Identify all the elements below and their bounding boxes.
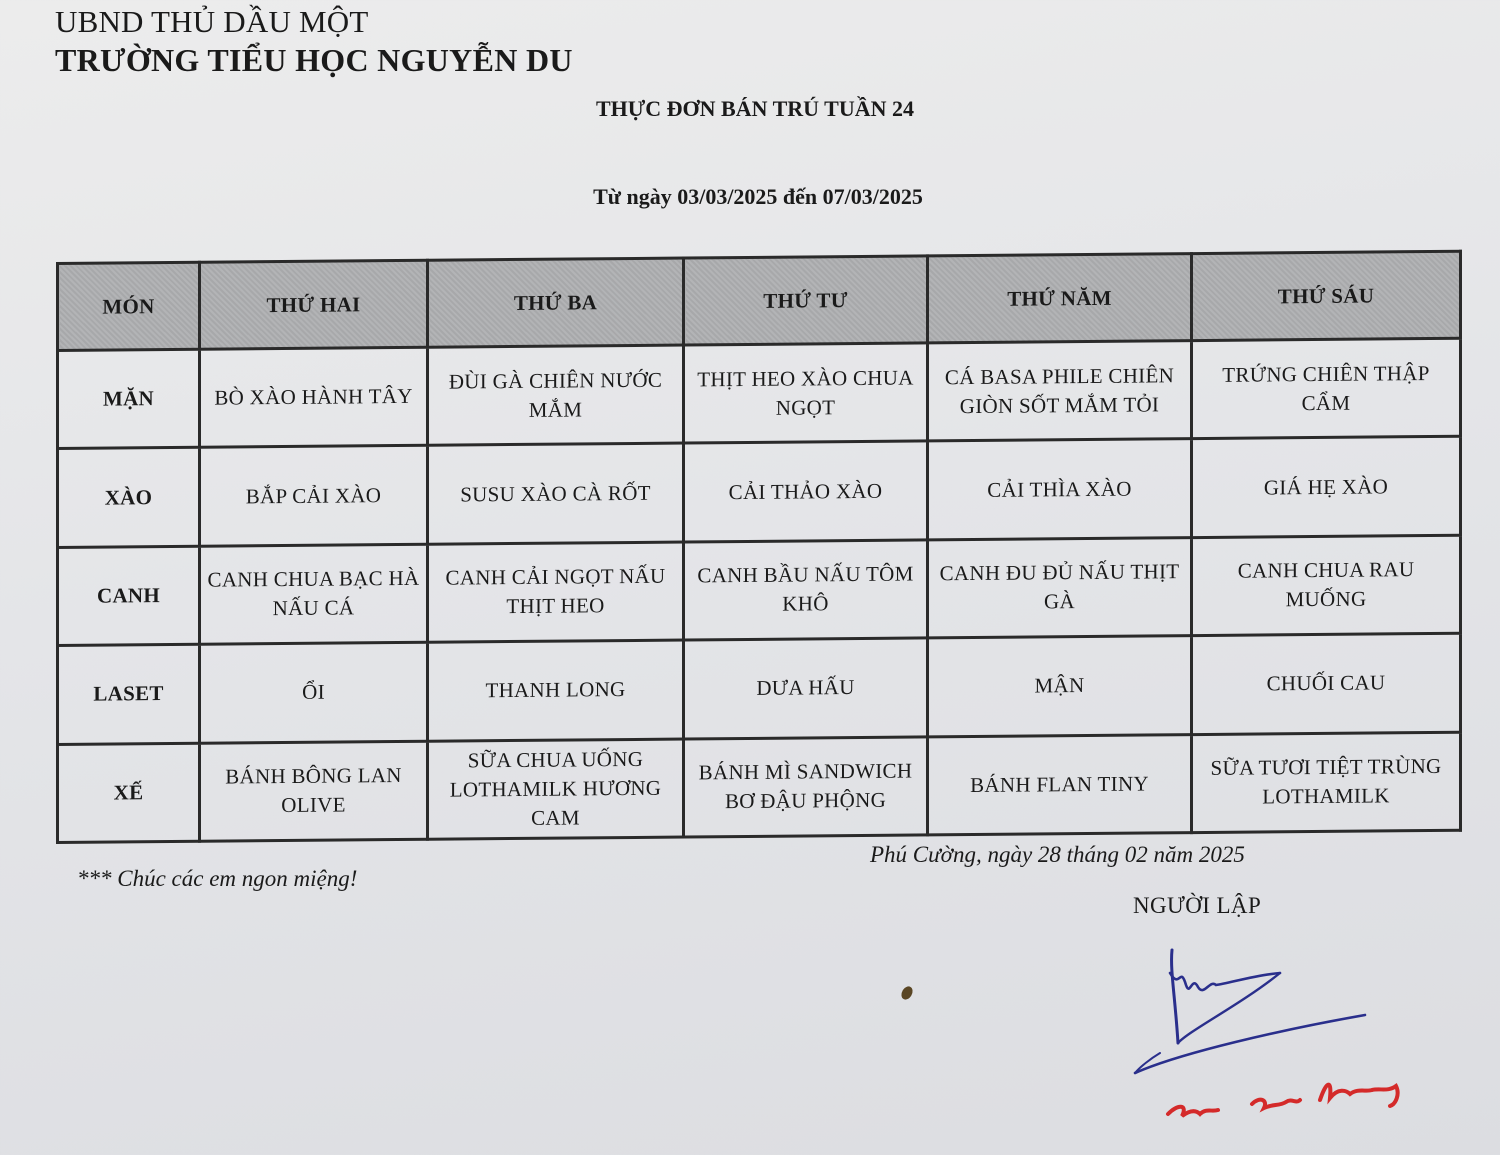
menu-table (56, 250, 1462, 844)
menu-cell: BÁNH FLAN TINY (928, 734, 1192, 835)
column-header-dish: MÓN (58, 262, 200, 350)
table-row (58, 338, 1461, 449)
menu-cell: BÒ XÀO HÀNH TÂY (200, 347, 428, 447)
menu-cell: THANH LONG (428, 640, 684, 741)
school-name: TRƯỜNG TIỂU HỌC NGUYỄN DU (55, 42, 573, 78)
preparer-label: NGƯỜI LẬP (1133, 893, 1262, 918)
table-row (58, 732, 1461, 843)
table-header-row (58, 251, 1461, 350)
column-header-tuesday: THỨ BA (428, 258, 684, 347)
org-name: UBND THỦ DẦU MỘT (55, 4, 369, 39)
date-range: Từ ngày 03/03/2025 đến 07/03/2025 (593, 184, 923, 209)
menu-cell: SUSU XÀO CÀ RỐT (428, 443, 684, 544)
dish-type-cell: CANH (58, 546, 200, 646)
menu-cell: CẢI THẢO XÀO (684, 441, 928, 542)
column-header-thursday: THỨ NĂM (928, 254, 1192, 343)
table-row (58, 437, 1461, 548)
dish-type-cell: XÀO (58, 448, 200, 548)
menu-cell: GIÁ HẸ XÀO (1192, 437, 1461, 538)
menu-title: THỰC ĐƠN BÁN TRÚ TUẦN 24 (595, 96, 914, 121)
menu-cell: BẮP CẢI XÀO (200, 446, 428, 546)
dish-type-cell: XẾ (58, 743, 200, 843)
ink-spot (899, 984, 915, 1001)
menu-cell: CÁ BASA PHILE CHIÊN GIÒN SỐT MẮM TỎI (928, 341, 1192, 442)
menu-cell: MẬN (928, 636, 1192, 737)
menu-cell: TRỨNG CHIÊN THẬP CẨM (1192, 338, 1461, 439)
column-header-friday: THỨ SÁU (1192, 251, 1461, 340)
menu-cell: ỔI (200, 642, 428, 742)
menu-cell: CANH BẦU NẤU TÔM KHÔ (684, 540, 928, 641)
closing-wish: *** Chúc các em ngon miệng! (77, 866, 358, 891)
menu-cell: ĐÙI GÀ CHIÊN NƯỚC MẮM (428, 345, 684, 446)
menu-cell: CHUỐI CAU (1192, 633, 1461, 734)
menu-cell: BÁNH MÌ SANDWICH BƠ ĐẬU PHỘNG (684, 736, 928, 837)
table-row (58, 633, 1461, 744)
menu-cell: CANH CHUA RAU MUỐNG (1192, 535, 1461, 636)
table-row (58, 535, 1461, 646)
menu-cell: DƯA HẤU (684, 638, 928, 739)
menu-cell: CẢI THÌA XÀO (928, 439, 1192, 540)
stamped-name-image (1160, 1070, 1410, 1130)
menu-cell: CANH CHUA BẠC HÀ NẤU CÁ (200, 544, 428, 644)
menu-cell: BÁNH BÔNG LAN OLIVE (200, 741, 428, 841)
menu-cell: THỊT HEO XÀO CHUA NGỌT (684, 343, 928, 444)
menu-cell: SỮA TƯƠI TIỆT TRÙNG LOTHAMILK (1192, 732, 1461, 833)
menu-cell: CANH ĐU ĐỦ NẤU THỊT GÀ (928, 537, 1192, 638)
column-header-wednesday: THỨ TƯ (684, 256, 928, 345)
place-date: Phú Cường, ngày 28 tháng 02 năm 2025 (870, 842, 1245, 867)
column-header-monday: THỨ HAI (200, 260, 428, 349)
dish-type-cell: LASET (58, 644, 200, 744)
menu-cell: CANH CẢI NGỌT NẤU THỊT HEO (428, 542, 684, 643)
dish-type-cell: MẶN (58, 349, 200, 449)
menu-cell: SỮA CHUA UỐNG LOTHAMILK HƯƠNG CAM (428, 739, 684, 840)
